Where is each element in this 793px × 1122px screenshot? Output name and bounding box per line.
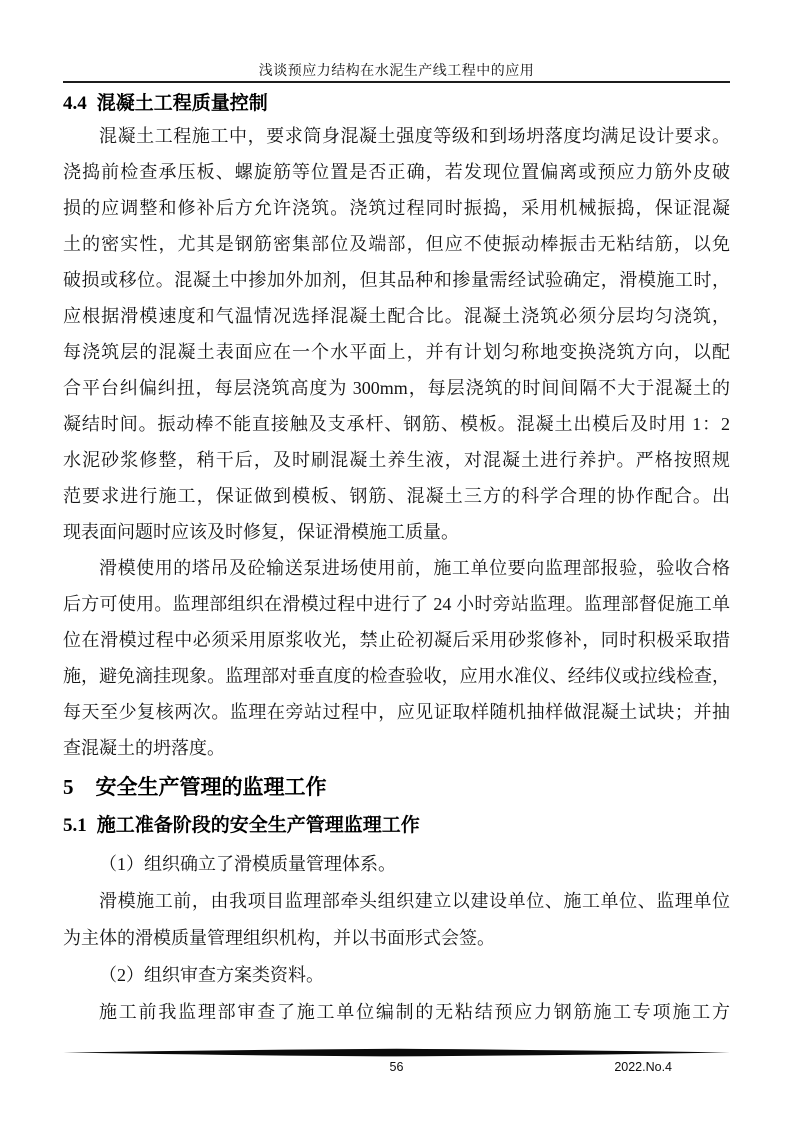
section-title: 施工准备阶段的安全生产管理监理工作	[96, 815, 420, 836]
section-heading-5	[63, 771, 327, 801]
paragraph-safety-preparation	[63, 846, 730, 1031]
section-heading-4-4	[63, 88, 268, 115]
text-line: 土的密实性，尤其是钢筋密集部位及端部，但应不使振动棒振击无粘结筋，以免	[63, 234, 730, 254]
text-line: 混凝土工程施工中，要求筒身混凝土强度等级和到场坍落度均满足设计要求。	[99, 126, 730, 146]
section-number: 5	[63, 775, 74, 799]
paragraph-concrete-quality	[63, 118, 730, 550]
text-line: 滑模施工前，由我项目监理部牵头组织建立以建设单位、施工单位、监理单位	[99, 891, 730, 911]
header-rule	[63, 81, 730, 83]
text-line: 滑模使用的塔吊及砼输送泵进场使用前，施工单位要向监理部报验，验收合格	[99, 558, 730, 578]
section-title: 混凝土工程质量控制	[96, 93, 268, 114]
text-line: 位在滑模过程中必须采用原浆收光，禁止砼初凝后采用砂浆修补，同时积极采取措	[63, 630, 730, 650]
section-title: 安全生产管理的监理工作	[95, 775, 327, 799]
text-line: 浇捣前检查承压板、螺旋筋等位置是否正确，若发现位置偏离或预应力筋外皮破	[63, 162, 730, 182]
text-line: 施，避免滴挂现象。监理部对垂直度的检查验收，应用水准仪、经纬仪或拉线检查，	[63, 666, 730, 686]
text-line: 后方可使用。监理部组织在滑模过程中进行了 24 小时旁站监理。监理部督促施工单	[63, 594, 730, 614]
text-line: 合平台纠偏纠扭，每层浇筑高度为 300mm，每层浇筑的时间间隔不大于混凝土的	[63, 378, 730, 398]
section-number: 4.4	[63, 93, 87, 114]
text-line: 破损或移位。混凝土中掺加外加剂，但其品种和掺量需经试验确定，滑模施工时，	[63, 270, 730, 290]
section-number: 5.1	[63, 815, 87, 836]
text-line: 应根据滑模速度和气温情况选择混凝土配合比。混凝土浇筑必须分层均匀浇筑，	[63, 306, 730, 326]
text-line: 水泥砂浆修整，稍干后，及时刷混凝土养生液，对混凝土进行养护。严格按照规	[63, 450, 730, 470]
text-line: 为主体的滑模质量管理组织机构，并以书面形式会签。	[63, 928, 495, 948]
text-line: （1）组织确立了滑模质量管理体系。	[99, 854, 396, 874]
paragraph-supervision	[63, 550, 730, 766]
text-line: 查混凝土的坍落度。	[63, 738, 225, 758]
footer-divider-bar	[63, 1048, 730, 1057]
text-line: 每浇筑层的混凝土表面应在一个水平面上，并有计划匀称地变换浇筑方向，以配	[63, 342, 730, 362]
running-header-title: 浅谈预应力结构在水泥生产线工程中的应用	[258, 64, 535, 79]
section-heading-5-1	[63, 810, 420, 837]
issue-label: 2022.No.4	[614, 1060, 672, 1074]
text-line: 现表面问题时应该及时修复，保证滑模施工质量。	[63, 522, 459, 542]
text-line: 每天至少复核两次。监理在旁站过程中，应见证取样随机抽样做混凝土试块；并抽	[63, 702, 730, 722]
text-line: 范要求进行施工，保证做到模板、钢筋、混凝土三方的科学合理的协作配合。出	[63, 486, 730, 506]
text-line: 凝结时间。振动棒不能直接触及支承杆、钢筋、模板。混凝土出模后及时用 1：2	[63, 414, 730, 434]
text-line: 施工前我监理部审查了施工单位编制的无粘结预应力钢筋施工专项施工方	[99, 1002, 730, 1022]
lens-divider-shape	[63, 1048, 730, 1057]
page-footer	[63, 1060, 730, 1078]
text-line: （2）组织审查方案类资料。	[99, 965, 324, 985]
page-number: 56	[389, 1060, 404, 1074]
text-line: 损的应调整和修补后方允许浇筑。浇筑过程同时振捣，采用机械振捣，保证混凝	[63, 198, 730, 218]
